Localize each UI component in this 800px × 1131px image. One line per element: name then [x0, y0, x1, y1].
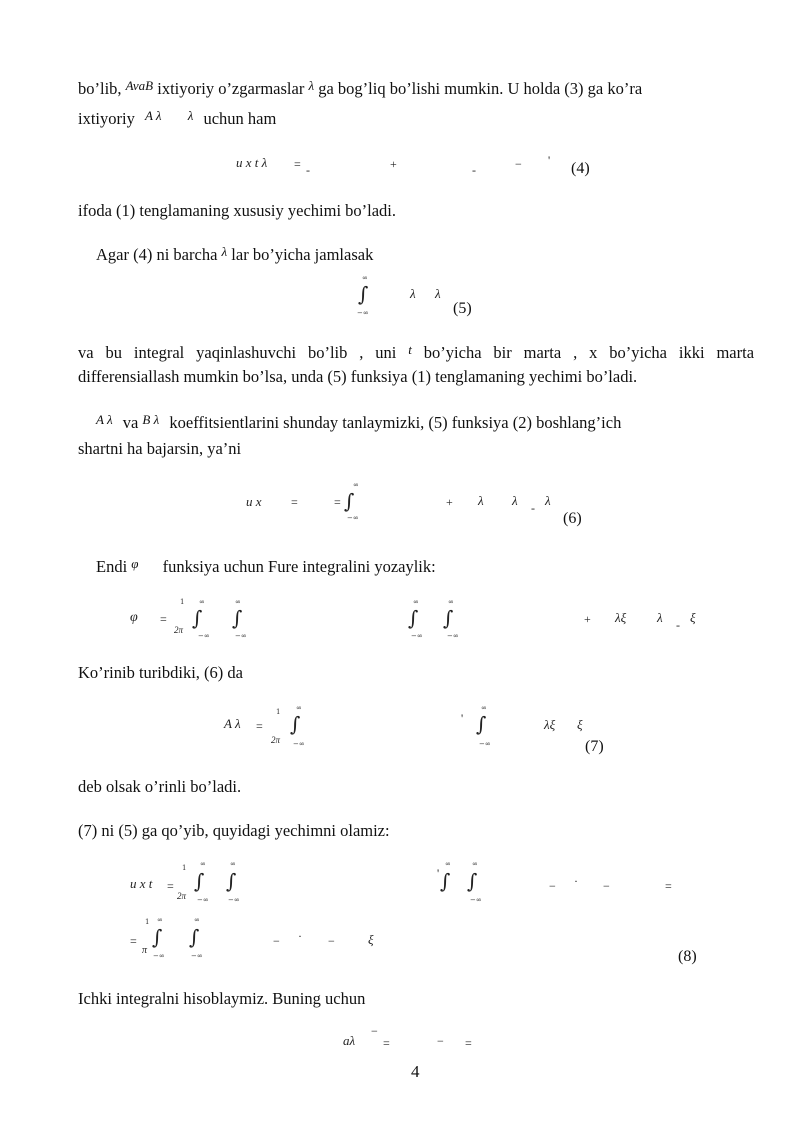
math-A-lambda: A λ — [144, 108, 162, 123]
paragraph-1-line-1: bo’lib, $^{AvaB}$ ixtiyoriy o’zgarmaslar $^\lambda$ ga bog’liq bo’lishi mumkin. U holda (3) ga ko’ra — [78, 78, 643, 98]
math-t: t — [408, 342, 412, 357]
paragraph-7: Ko’rinib turibdiki, (6) da — [78, 663, 243, 682]
math-phi: φ — [131, 556, 139, 571]
paragraph-5-line-1: $^{A \lambda}$ va $^{B \lambda}$ koeffitsientlarini shunday tanlaymizki, (5) funksiya (2) boshlang’ich — [96, 412, 622, 432]
paragraph-5-line-2: shartni ha bajarsin, ya’ni — [78, 439, 242, 458]
paragraph-4-line-1: va bu integral yaqinlashuvchi bo’lib , uni $^t$ bo’yicha bir marta , x bo’yicha ikki marta — [78, 342, 755, 362]
paragraph-3: Agar (4) ni barcha $^\lambda$ lar bo’yicha jamlasak — [96, 244, 374, 264]
paragraph-9: (7) ni (5) ga qo’yib, quyidagi yechimni olamiz: — [78, 821, 390, 840]
paragraph-6: Endi $^\varphi$ funksiya uchun Fure integralini yozaylik: — [96, 556, 436, 576]
math-B-lambda: B λ — [142, 412, 160, 427]
equation-number: (4) — [571, 160, 590, 177]
equation-number: (6) — [563, 510, 582, 527]
page-number: 4 — [411, 1062, 420, 1081]
paragraph-4-line-2: differensiallash mumkin bo’lsa, unda (5) funksiya (1) tenglamaning yechimi bo’ladi. — [78, 367, 638, 386]
equation-number: (7) — [585, 738, 604, 755]
math-AvaB: AvaB — [125, 78, 154, 93]
document-page: bo’lib, $^{AvaB}$ ixtiyoriy o’zgarmaslar $^\lambda$ ga bog’liq bo’lishi mumkin. U holda (3) ga ko’ra ixtiyoriy $^{A \lambda}$ $^\lambda$ uchun ham u x t λ = - + - − ' (4) ifoda (1) tenglamaning xususiy yechimi bo’ladi. Agar (4) ni barcha $^\lambda$ lar bo’yicha jamlasak ∞ ∫ −∞ λ λ (5) va bu integral yaqinlashuvchi bo’lib , uni $^t$ bo’yicha bir marta , x bo’yicha ikki marta differensiallash mumkin bo’lsa, unda (5) funksiya (1) tenglamaning yechimi bo’ladi. $^{A \lambda}$ va $^{B \lambda}$ koeffitsientlarini shunday tanlaymizki, (5) funksiya (2) boshlang’ich shartni ha bajarsin, ya’ni u x = = ∞ ∫ −∞ + λ λ - λ (6) Endi $^\varphi$ funksiya uchun Fure integralini yozaylik: φ = 1 ∞ ∞ 2π ∫ ∫ −∞ −∞ ∞ ∞ ∫ ∫ −∞ −∞ + λξ λ - ξ Ko’rinib turibdiki, (6) da A λ = 1 ∞ 2π ∫ −∞ ' ∞ ∫ −∞ λξ ξ (7) deb olsak o’rinli bo’ladi. (7) ni (5) ga qo’yib, quyidagi yechimni olamiz: u x t = 1 ∞ ∞ 2π ∫ ∫ −∞ −∞ ' ∞ ∞ ∫ ∫ −∞ − · − = = 1 ∞ ∞ π ∫ ∫ −∞ −∞ − · − ξ (8) Ichki integralni hisoblaymiz. Buning uchun aλ − = − = 4 — [78, 78, 755, 1081]
paragraph-10: Ichki integralni hisoblaymiz. Buning uchun — [78, 989, 366, 1008]
math-lambda: λ — [221, 244, 228, 259]
equation-number: (8) — [678, 948, 697, 965]
math-lambda: λ — [187, 108, 194, 123]
math-A-lambda: A λ — [96, 412, 113, 427]
paragraph-8: deb olsak o’rinli bo’ladi. — [78, 777, 242, 796]
math-lambda: λ — [308, 78, 315, 93]
paragraph-2: ifoda (1) tenglamaning xususiy yechimi bo’ladi. — [78, 201, 397, 220]
paragraph-1-line-2: ixtiyoriy $^{A \lambda}$ $^\lambda$ uchun ham — [78, 108, 277, 128]
equation-number: (5) — [453, 300, 472, 317]
